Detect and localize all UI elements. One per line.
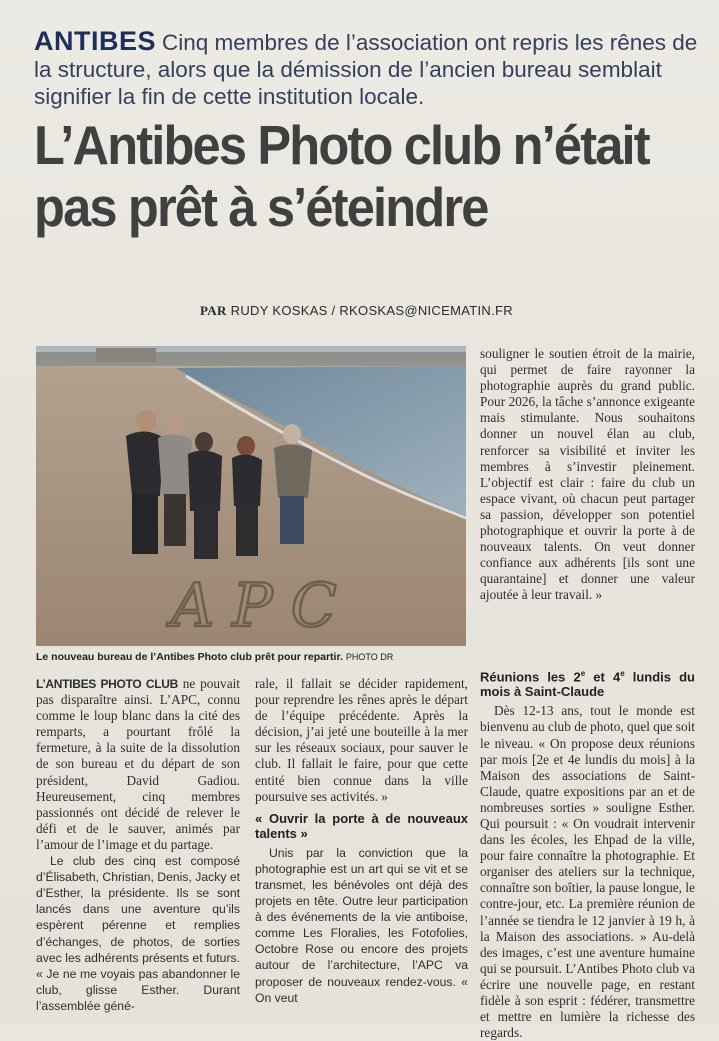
svg-text:APC: APC	[171, 571, 355, 641]
byline-author: RUDY KOSKAS / RKOSKAS@NICEMATIN.FR	[230, 303, 513, 318]
subhead-reunions	[480, 666, 695, 699]
paragraph-lead	[36, 676, 240, 853]
headline-line-2: pas prêt à s’éteindre	[34, 176, 488, 238]
byline-prefix: PAR	[200, 303, 227, 318]
paragraph-projets: Unis par la conviction que la photographie est un art qui se vit et se transmet, les bénévoles ont déjà des projets en tête. Outre leur participation à des événements de la vie antiboise, comme Les Floralies, les Fotofolies, Octobre Rose ou encore des projets autour de l’architecture, l’APC va proposer de nouveaux rendez-vous. « On veut	[255, 845, 468, 1005]
article-photo	[36, 346, 466, 646]
sand-letters	[166, 571, 355, 641]
photo-caption	[36, 651, 476, 663]
paragraph-reunions: Dès 12-13 ans, tout le monde est bienvenu au club de photo, quel que soit le niveau. « On propose deux réunions par mois [2e et 4e lundis du mois] à la Maison des associations de Saint-Claude, quatre expositions par an et de nombreuses sorties » souligne Esther. Qui poursuit : « On voudrait intervenir dans les écoles, les Ehpad de la ville, pour faire connaître la photographie. Et organiser des ateliers sur la technique, connaître son boîtier, la pause longue, le contre-jour, etc. La première réunion de l’année se tiendra le 12 janvier à 19 h, à la Maison des associations. » Au-delà des images, c’est une aventure humaine qui se poursuit. L’Antibes Photo club va écrire une nouvelle page, en restant fidèle à son esprit : fédérer, transmettre et mettre en lumière la richesse des regards.	[480, 703, 695, 1041]
column-left	[36, 676, 240, 1014]
subhead-reunions-part-a: Réunions les 2	[480, 669, 581, 685]
byline	[200, 303, 513, 319]
subhead-reunions-sup-2: e	[620, 669, 625, 678]
lead-text: ne pouvait pas disparaître ainsi. L’APC, connu comme le loup blanc dans la cité des remparts, a pourtant frôlé la fermeture, à la suite de la dissolution de son bureau et du départ de son président, David Gadiou. Heureusement, cinq membres passionnés ont décidé de relever le défi et de le sauver, animés par l’amour de l’image et du partage.	[36, 676, 240, 852]
column-right-top	[480, 346, 695, 604]
caption-text: Le nouveau bureau de l’Antibes Photo club prêt pour repartir.	[36, 651, 343, 663]
headline	[34, 114, 660, 238]
paragraph-club-des-cinq: Le club des cinq est composé d’Élisabeth, Christian, Denis, Jacky et d’Esther, la présidente. Ils se sont lancés dans une aventure qu’ils espèrent pérenne et remplies d’échanges, de photos, de sorties avec les adhérents présents et futurs. « Je ne me voyais pas abandonner le club, glisse Esther. Durant l’assemblée géné-	[36, 854, 240, 1013]
standfirst: Cinq membres de l’association ont repris les rênes de la structure, alors que la démission de l’ancien bureau semblait signifier la fin de cette institution locale.	[34, 30, 698, 109]
subhead-reunions-sup-1: e	[580, 669, 586, 678]
article-intro	[34, 28, 704, 110]
photo-credit: PHOTO DR	[345, 652, 394, 662]
quote-continuation: souligner le soutien étroit de la mairie, qui permet de faire rayonner la photographie auprès du grand public. Pour 2026, la tâche s’annonce exigeante mais stimulante. Nous souhaitons donner un nouvel élan au club, renforcer sa visibilité et inviter les membres à s’investir pleinement. L’objectif est clair : faire du club un espace vivant, où chacun peut partager sa passion, développer son potentiel photographique et ouvrir la porte à de nouveaux talents. On veut donner confiance aux adhérents [ils sont une quarantaine] et donner une valeur ajoutée à leur travail. »	[480, 346, 695, 603]
kicker: ANTIBES	[34, 26, 157, 56]
beach-group-photo	[36, 346, 466, 646]
lead-caps: L’ANTIBES PHOTO CLUB	[36, 677, 179, 691]
column-middle	[255, 676, 468, 1006]
subhead-reunions-part-c: lundis du mois à Saint-Claude	[480, 669, 696, 700]
subhead-nouveaux-talents: « Ouvrir la porte à de nouveaux talents »	[255, 810, 468, 841]
paragraph-decision: rale, il fallait se décider rapidement, pour reprendre les rênes après le départ de l’équipe précédente. Après la décision, j’ai jeté une bouteille à la mer sur les réseaux sociaux, pour sauver le club. Il fallait le faire, pour que cette entité bien connue dans la ville poursuive ses activités. »	[255, 676, 468, 804]
column-right-bottom	[480, 660, 695, 1041]
headline-line-1: L’Antibes Photo club n’était	[34, 114, 649, 176]
subhead-reunions-part-b: et 4	[585, 669, 621, 685]
